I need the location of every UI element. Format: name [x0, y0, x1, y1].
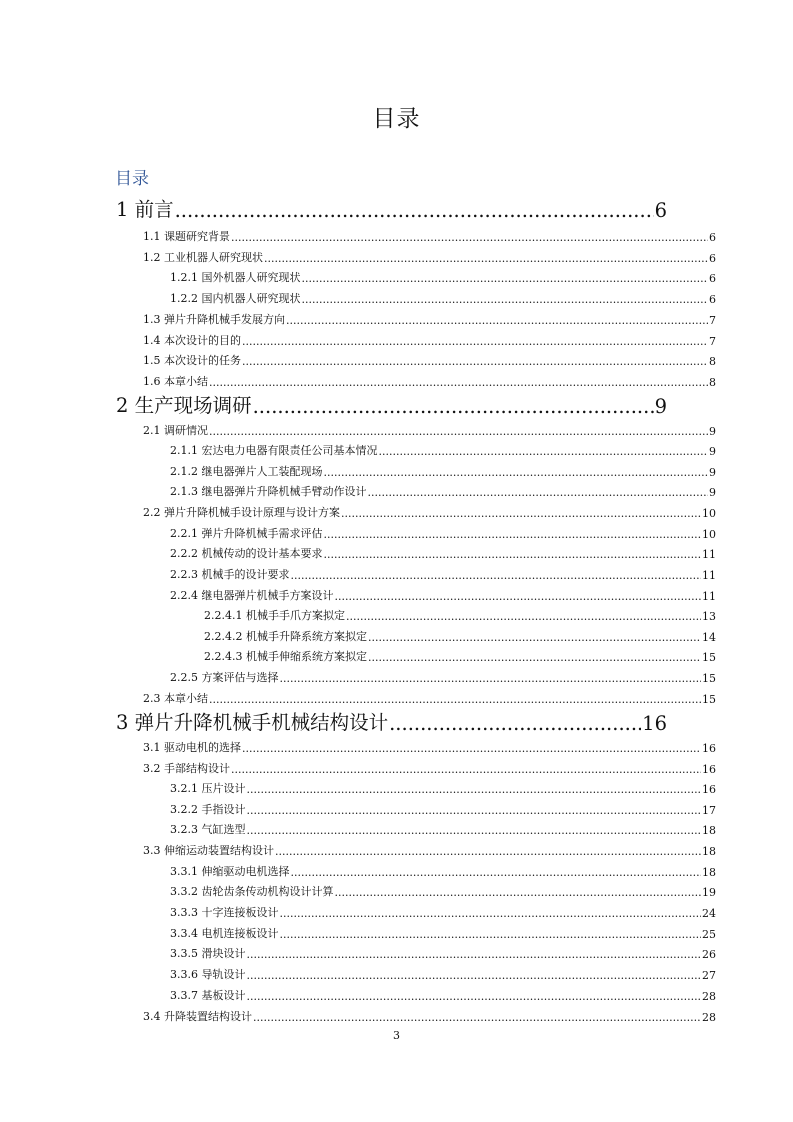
toc-entry-page: 27 — [702, 969, 716, 982]
toc-entry-label: 2.1.2 继电器弹片人工装配现场 — [170, 465, 323, 478]
toc-entry[interactable] — [170, 290, 716, 306]
toc-entry-label: 3.2 手部结构设计 — [143, 762, 230, 775]
toc-entry-page: 9 — [709, 486, 716, 499]
toc-entry-page: 7 — [709, 335, 716, 348]
toc-entry-page: 9 — [654, 395, 667, 418]
toc-entry[interactable] — [204, 648, 716, 664]
toc-entry-page: 6 — [709, 231, 716, 244]
toc-dot-leader — [378, 445, 708, 458]
toc-dot-leader — [275, 845, 701, 858]
toc-entry[interactable] — [116, 198, 667, 222]
toc-entry-page: 11 — [702, 569, 716, 582]
toc-dot-leader — [247, 783, 702, 796]
toc-dot-leader — [209, 376, 708, 389]
toc-entry-label: 3.3.2 齿轮齿条传动机构设计计算 — [170, 885, 334, 898]
toc-dot-leader — [209, 693, 701, 706]
toc-entry[interactable] — [143, 1008, 716, 1024]
toc-entry[interactable] — [170, 945, 716, 961]
toc-dot-leader — [209, 425, 708, 438]
toc-entry-label: 2 生产现场调研 — [116, 394, 252, 417]
toc-entry[interactable] — [170, 801, 716, 817]
toc-dot-leader — [247, 948, 702, 961]
toc-entry-label: 3.2.2 手指设计 — [170, 803, 246, 816]
toc-entry-label: 3.3 伸缩运动装置结构设计 — [143, 844, 274, 857]
toc-entry-page: 25 — [702, 928, 716, 941]
toc-entry-label: 2.2 弹片升降机械手设计原理与设计方案 — [143, 506, 340, 519]
toc-dot-leader — [368, 631, 701, 644]
toc-dot-leader — [291, 866, 702, 879]
toc-entry-label: 1.3 弹片升降机械手发展方向 — [143, 313, 285, 326]
toc-entry[interactable] — [116, 394, 667, 418]
toc-entry-label: 2.2.2 机械传动的设计基本要求 — [170, 547, 323, 560]
toc-entry[interactable] — [143, 739, 716, 755]
toc-entry-page: 15 — [702, 672, 716, 685]
toc-dot-leader — [324, 466, 709, 479]
page-title: 目录 — [372, 106, 421, 132]
toc-entry-page: 16 — [702, 742, 716, 755]
toc-entry-label: 2.2.4.3 机械手伸缩系统方案拟定 — [204, 650, 367, 663]
toc-entry-label: 1.4 本次设计的目的 — [143, 334, 241, 347]
toc-entry-label: 3.4 升降装置结构设计 — [143, 1010, 252, 1023]
toc-entry-page: 13 — [702, 610, 716, 623]
toc-dot-leader — [291, 569, 702, 582]
toc-entry-page: 8 — [709, 355, 716, 368]
toc-entry-label: 1.2.2 国内机器人研究现状 — [170, 292, 301, 305]
toc-entry[interactable] — [204, 628, 716, 644]
toc-entry[interactable] — [170, 545, 716, 561]
toc-entry-page: 28 — [702, 990, 716, 1003]
toc-entry-page: 15 — [702, 651, 716, 664]
toc-dot-leader — [335, 590, 702, 603]
toc-dot-leader — [231, 763, 701, 776]
toc-entry-label: 3.3.1 伸缩驱动电机选择 — [170, 865, 290, 878]
toc-entry-label: 1.2 工业机器人研究现状 — [143, 251, 263, 264]
toc-entry[interactable] — [170, 780, 716, 796]
toc-entry-label: 2.2.4.1 机械手手爪方案拟定 — [204, 609, 345, 622]
toc-entry-page: 11 — [702, 548, 716, 561]
toc-dot-leader — [302, 293, 709, 306]
toc-entry-page: 15 — [702, 693, 716, 706]
toc-entry-page: 18 — [702, 845, 716, 858]
toc-dot-leader — [324, 528, 702, 541]
toc-entry-page: 10 — [702, 507, 716, 520]
toc-entry-page: 10 — [702, 528, 716, 541]
toc-entry[interactable] — [143, 690, 716, 706]
toc-entry-page: 11 — [702, 590, 716, 603]
toc-dot-leader — [389, 712, 641, 735]
toc-entry-label: 2.2.4.2 机械手升降系统方案拟定 — [204, 630, 367, 643]
toc-entry-label: 2.2.5 方案评估与选择 — [170, 671, 279, 684]
toc-entry[interactable] — [143, 504, 716, 520]
toc-entry-label: 3.3.3 十字连接板设计 — [170, 906, 279, 919]
toc-entry-page: 9 — [709, 425, 716, 438]
toc-entry[interactable] — [170, 966, 716, 982]
toc-entry[interactable] — [170, 987, 716, 1003]
toc-entry-label: 2.2.1 弹片升降机械手需求评估 — [170, 527, 323, 540]
toc-entry-label: 2.2.4 继电器弹片机械手方案设计 — [170, 589, 334, 602]
toc-entry[interactable] — [143, 228, 716, 244]
toc-entry-page: 6 — [709, 293, 716, 306]
toc-entry[interactable] — [143, 332, 716, 348]
toc-entry[interactable] — [170, 566, 716, 582]
toc-entry-page: 9 — [709, 445, 716, 458]
toc-entry-page: 7 — [709, 314, 716, 327]
toc-entry-page: 24 — [702, 907, 716, 920]
toc-entry-page: 6 — [709, 272, 716, 285]
toc-entry-label: 3.3.7 基板设计 — [170, 989, 246, 1002]
toc-entry-page: 6 — [654, 199, 667, 222]
toc-entry-page: 17 — [702, 804, 716, 817]
toc-dot-leader — [264, 252, 708, 265]
toc-entry[interactable] — [170, 442, 716, 458]
toc-entry[interactable] — [143, 422, 716, 438]
toc-entry-page: 18 — [702, 824, 716, 837]
toc-entry-label: 2.3 本章小结 — [143, 692, 208, 705]
toc-entry-page: 16 — [642, 712, 667, 735]
toc-dot-leader — [335, 886, 702, 899]
toc-entry[interactable] — [143, 311, 716, 327]
toc-dot-leader — [242, 742, 701, 755]
toc-entry[interactable] — [170, 669, 716, 685]
toc-entry-label: 3.2.1 压片设计 — [170, 782, 246, 795]
toc-dot-leader — [368, 651, 701, 664]
toc-entry[interactable] — [143, 842, 716, 858]
toc-entry-page: 14 — [702, 631, 716, 644]
toc-dot-leader — [280, 907, 702, 920]
toc-entry-page: 16 — [702, 783, 716, 796]
page-number: 3 — [393, 1029, 400, 1042]
toc-dot-leader — [247, 969, 702, 982]
toc-entry[interactable] — [170, 525, 716, 541]
toc-dot-leader — [253, 1011, 701, 1024]
toc-entry[interactable] — [143, 373, 716, 389]
toc-heading: 目录 — [115, 169, 149, 189]
toc-dot-leader — [346, 610, 701, 623]
toc-dot-leader — [242, 335, 708, 348]
toc-entry-label: 2.1 调研情况 — [143, 424, 208, 437]
toc-entry-page: 26 — [702, 948, 716, 961]
toc-entry-label: 2.1.1 宏达电力电器有限责任公司基本情况 — [170, 444, 378, 457]
toc-dot-leader — [247, 990, 702, 1003]
toc-entry[interactable] — [143, 760, 716, 776]
toc-entry-page: 28 — [702, 1011, 716, 1024]
toc-dot-leader — [280, 928, 702, 941]
toc-entry[interactable] — [170, 463, 716, 479]
toc-entry-page: 18 — [702, 866, 716, 879]
toc-entry[interactable] — [170, 904, 716, 920]
toc-dot-leader — [247, 824, 702, 837]
toc-dot-leader — [367, 486, 708, 499]
toc-entry-label: 3.1 驱动电机的选择 — [143, 741, 241, 754]
toc-entry[interactable] — [170, 883, 716, 899]
toc-dot-leader — [286, 314, 708, 327]
toc-entry-label: 3.3.6 导轨设计 — [170, 968, 246, 981]
toc-dot-leader — [231, 231, 708, 244]
toc-entry[interactable] — [204, 607, 716, 623]
toc-entry[interactable] — [143, 249, 716, 265]
toc-entry-page: 19 — [702, 886, 716, 899]
toc-entry-label: 3 弹片升降机械手机械结构设计 — [116, 711, 389, 734]
toc-dot-leader — [242, 355, 708, 368]
toc-dot-leader — [341, 507, 701, 520]
toc-entry-label: 3.3.4 电机连接板设计 — [170, 927, 279, 940]
toc-entry-label: 1.2.1 国外机器人研究现状 — [170, 271, 301, 284]
toc-entry-label: 2.2.3 机械手的设计要求 — [170, 568, 290, 581]
toc-entry-page: 8 — [709, 376, 716, 389]
toc-entry-page: 16 — [702, 763, 716, 776]
toc-dot-leader — [253, 395, 654, 418]
toc-entry[interactable] — [170, 821, 716, 837]
toc-entry[interactable] — [170, 587, 716, 603]
toc-entry-label: 3.3.5 滑块设计 — [170, 947, 246, 960]
toc-dot-leader — [280, 672, 702, 685]
toc-entry-page: 6 — [709, 252, 716, 265]
toc-dot-leader — [247, 804, 702, 817]
toc-entry[interactable] — [170, 483, 716, 499]
toc-entry-page: 9 — [709, 466, 716, 479]
toc-entry-label: 1.1 课题研究背景 — [143, 230, 230, 243]
toc-entry-label: 1.6 本章小结 — [143, 375, 208, 388]
toc-entry[interactable] — [170, 269, 716, 285]
toc-entry[interactable] — [170, 863, 716, 879]
toc-dot-leader — [175, 199, 654, 222]
toc-entry[interactable] — [143, 352, 716, 368]
toc-entry-label: 2.1.3 继电器弹片升降机械手臂动作设计 — [170, 485, 367, 498]
toc-entry-label: 3.2.3 气缸选型 — [170, 823, 246, 836]
toc-entry-label: 1 前言 — [116, 198, 174, 221]
toc-dot-leader — [302, 272, 709, 285]
toc-entry-label: 1.5 本次设计的任务 — [143, 354, 241, 367]
toc-dot-leader — [324, 548, 702, 561]
toc-entry[interactable] — [170, 925, 716, 941]
toc-entry[interactable] — [116, 711, 667, 735]
